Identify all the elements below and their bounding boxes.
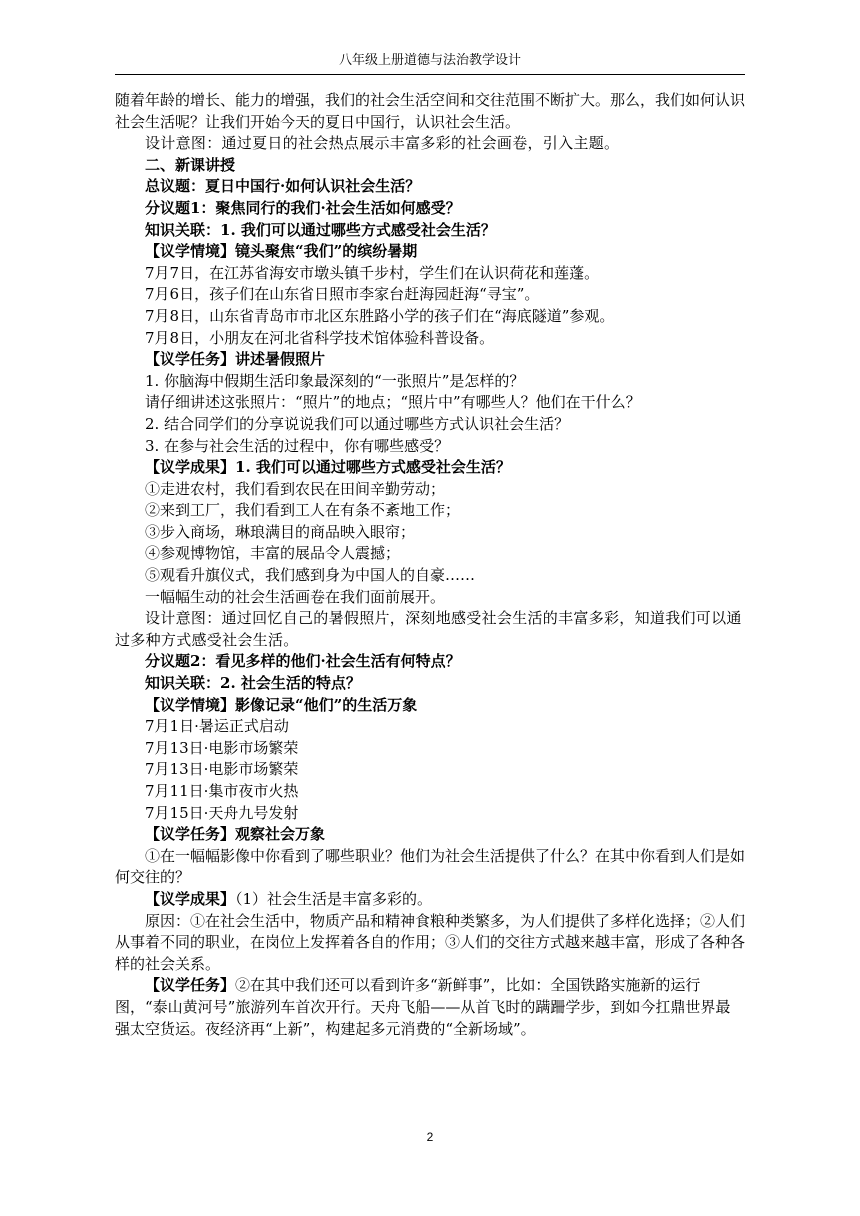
paragraph: 7月15日·天舟九号发射 (145, 803, 299, 822)
paragraph: 7月1日·暑运正式启动 (145, 717, 289, 736)
paragraph (115, 975, 745, 1040)
paragraph: 7月11日·集市夜市火热 (145, 782, 299, 800)
paragraph: 分议题1：聚焦同行的我们·社会生活如何感受？ (145, 198, 461, 217)
paragraph-text: （1）社会生活是丰富多彩的。 (235, 889, 433, 908)
paragraph-text: ②在其中我们还可以看到许多“新鲜事”，比如：全国铁路实施新的运行图，“泰山黄河号”旅游列车首次开行。天舟飞船——从首飞时的蹒跚学步，到如今扛鼎世界最强太空货运。夜经济再“上新”，构建起多元消费的“全新场域”。 (115, 976, 731, 1038)
paragraph: 一幅幅生动的社会生活画卷在我们面前展开。 (145, 587, 446, 606)
paragraph: ①走进农村，我们看到农民在田间辛勤劳动； (145, 479, 446, 498)
paragraph: 分议题2：看见多样的他们·社会生活有何特点？ (145, 652, 461, 671)
document-body (115, 90, 745, 1040)
header-divider (115, 74, 745, 75)
paragraph: 2. 结合同学们的分享说说我们可以通过哪些方式认识社会生活？ (145, 414, 570, 433)
paragraph: 7月8日，山东省青岛市市北区东胜路小学的孩子们在“海底隧道”参观。 (145, 306, 615, 325)
paragraph: ⑤观看升旗仪式，我们感到身为中国人的自豪…… (145, 566, 476, 585)
paragraph: 二、新课讲授 (145, 155, 236, 174)
paragraph: 7月8日，小朋友在河北省科学技术馆体验科普设备。 (145, 328, 495, 347)
paragraph: 知识关联：1. 我们可以通过哪些方式感受社会生活？ (145, 220, 496, 239)
paragraph: 【议学任务】讲述暑假照片 (145, 350, 326, 369)
paragraph: 1. 你脑海中假期生活印象最深刻的“一张照片”是怎样的？ (145, 371, 525, 390)
paragraph: 3. 在参与社会生活的过程中，你有哪些感受？ (145, 436, 450, 455)
paragraph: 原因：①在社会生活中，物质产品和精神食粮种类繁多，为人们提供了多样化选择；②人们从事着不同的职业，在岗位上发挥着各自的作用；③人们的交往方式越来越丰富，形成了各种各样的社会关系。 (115, 911, 746, 973)
paragraph: 设计意图：通过夏日的社会热点展示丰富多彩的社会画卷，引入主题。 (145, 134, 620, 153)
paragraph: 知识关联：2. 社会生活的特点？ (145, 674, 361, 693)
paragraph: ④参观博物馆，丰富的展品令人震撼； (145, 544, 401, 563)
page-number: 2 (426, 1130, 434, 1144)
paragraph: 【议学任务】观察社会万象 (145, 825, 326, 844)
paragraph-label: 【议学任务】 (145, 976, 236, 995)
paragraph: 7月6日，孩子们在山东省日照市李家台赶海园赶海“寻宝”。 (145, 285, 540, 304)
paragraph: ①在一幅幅影像中你看到了哪些职业？他们为社会生活提供了什么？在其中你看到人们是如何交往的？ (115, 846, 746, 887)
paragraph: 设计意图：通过回忆自己的暑假照片，深刻地感受社会生活的丰富多彩，知道我们可以通过多种方式感受社会生活。 (115, 609, 742, 649)
paragraph: 请仔细讲述这张照片：“照片”的地点；“照片中”有哪些人？他们在干什么？ (145, 393, 641, 412)
paragraph: 随着年龄的增长、能力的增强，我们的社会生活空间和交往范围不断扩大。那么，我们如何认识社会生活呢？让我们开始今天的夏日中国行，认识社会生活。 (115, 91, 746, 131)
paragraph: ②来到工厂，我们看到工人在有条不紊地工作； (145, 501, 461, 520)
paragraph: 总议题：夏日中国行·如何认识社会生活？ (145, 177, 421, 196)
paragraph: 【议学情境】镜头聚焦“我们”的缤纷暑期 (145, 242, 418, 261)
paragraph: ③步入商场，琳琅满目的商品映入眼帘； (145, 522, 416, 541)
paragraph: 【议学情境】影像记录“他们”的生活万象 (145, 695, 418, 714)
paragraph: 7月13日·电影市场繁荣 (145, 738, 299, 757)
paragraph-label: 【议学成果】 (145, 889, 236, 908)
paragraph: 7月13日·电影市场繁荣 (145, 760, 299, 779)
page-header: 八年级上册道德与法治教学设计 (338, 53, 521, 68)
paragraph (115, 889, 745, 911)
paragraph: 7月7日，在江苏省海安市墩头镇千步村，学生们在认识荷花和莲蓬。 (145, 263, 600, 282)
paragraph: 【议学成果】1. 我们可以通过哪些方式感受社会生活？ (145, 458, 511, 477)
